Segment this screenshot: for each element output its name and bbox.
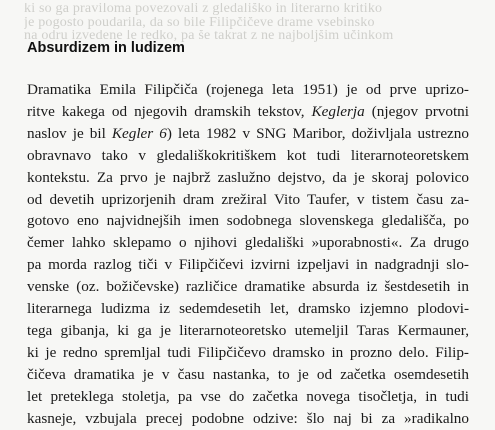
- text-run: venske (oz. božičevske) različice dramatike absurda iz šestdesetih in: [27, 278, 469, 296]
- paragraph-line: [27, 232, 469, 254]
- text-run: naslov je bil: [27, 124, 112, 142]
- play-title-italic: Kegler 6: [111, 124, 167, 142]
- bleed-line: [24, 17, 474, 29]
- text-run: ) leta 1982 v SNG Maribor, doživljala ustrezno: [166, 124, 469, 142]
- paragraph-line: [27, 210, 469, 232]
- text-run: pa morda razlog tiči v Filipčičevi izvirni izpeljavi in nadgradnji slo-: [27, 256, 469, 274]
- play-title-italic: Keglerja: [311, 102, 365, 120]
- paragraph-line: [27, 408, 469, 430]
- text-run: literarnega ludizma iz sedemdesetih let, dramsko izjemno plodovi-: [27, 300, 469, 318]
- paragraph-line: [27, 167, 469, 189]
- section-heading: Absurdizem in ludizem: [27, 40, 185, 56]
- paragraph-line: [27, 79, 469, 101]
- bleed-line: [24, 3, 474, 15]
- paragraph-line: [27, 254, 469, 276]
- bleed-line-text: je pogosto poudarila, da so bile Filipčičeve drame vsebinsko: [24, 17, 375, 29]
- text-run: ritve kakega od njegovih dramskih tekstov,: [27, 102, 312, 120]
- text-run: (njegov prvotni: [364, 102, 469, 120]
- paragraph-line: [27, 386, 469, 408]
- text-run: tega gibanja, ki ga je literarnoteoretsko utemeljil Taras Kermauner,: [27, 321, 469, 339]
- paragraph-line: [27, 364, 469, 386]
- body-paragraph: [27, 79, 469, 430]
- bleed-line-text: na odru izvedene le redko, pa še takrat z ne najboljšim učinkom: [24, 30, 394, 42]
- bleed-line-text: ki so ga praviloma povezovali z gledališko in literarno kritiko: [24, 3, 383, 15]
- paragraph-line: [27, 298, 469, 320]
- text-run: kasneje, vzbujala precej podobne odzive: šlo naj bi za »radikalno: [27, 409, 469, 427]
- paragraph-line: [27, 145, 469, 167]
- paragraph-line: [27, 342, 469, 364]
- text-run: čemer lahko sklepamo o njihovi gledališki »uporabnosti«. Za drugo: [27, 234, 469, 252]
- paragraph-line: [27, 189, 469, 211]
- paragraph-line: [27, 320, 469, 342]
- text-run: obravnavo tako v gledališkokritiškem kot tudi literarnoteoretskem: [27, 146, 469, 164]
- paragraph-line: [27, 276, 469, 298]
- text-run: ki je redno spremljal tudi Filipčičevo dramsko in prozno delo. Filip-: [27, 343, 469, 361]
- paragraph-line: [27, 101, 469, 123]
- text-run: gotovo eno najvidnejših imen sodobnega slovenskega gledališča, po: [27, 212, 469, 230]
- paragraph-line: [27, 123, 469, 145]
- text-run: Dramatika Emila Filipčiča (rojenega leta 1951) je od prve uprizo-: [27, 81, 469, 98]
- text-run: kontekstu. Za prvo je najbrž zaslužno dejstvo, da je skoraj polovico: [27, 168, 469, 186]
- text-run: od devetih uprizorjenih dram zrežiral Vito Taufer, v tistem času za-: [27, 190, 469, 208]
- text-run: let preteklega stoletja, pa vse do začetka novega tisočletja, in tudi: [27, 387, 469, 405]
- text-run: čičeva dramatika je v času nastanka, to je od začetka osemdesetih: [27, 365, 469, 383]
